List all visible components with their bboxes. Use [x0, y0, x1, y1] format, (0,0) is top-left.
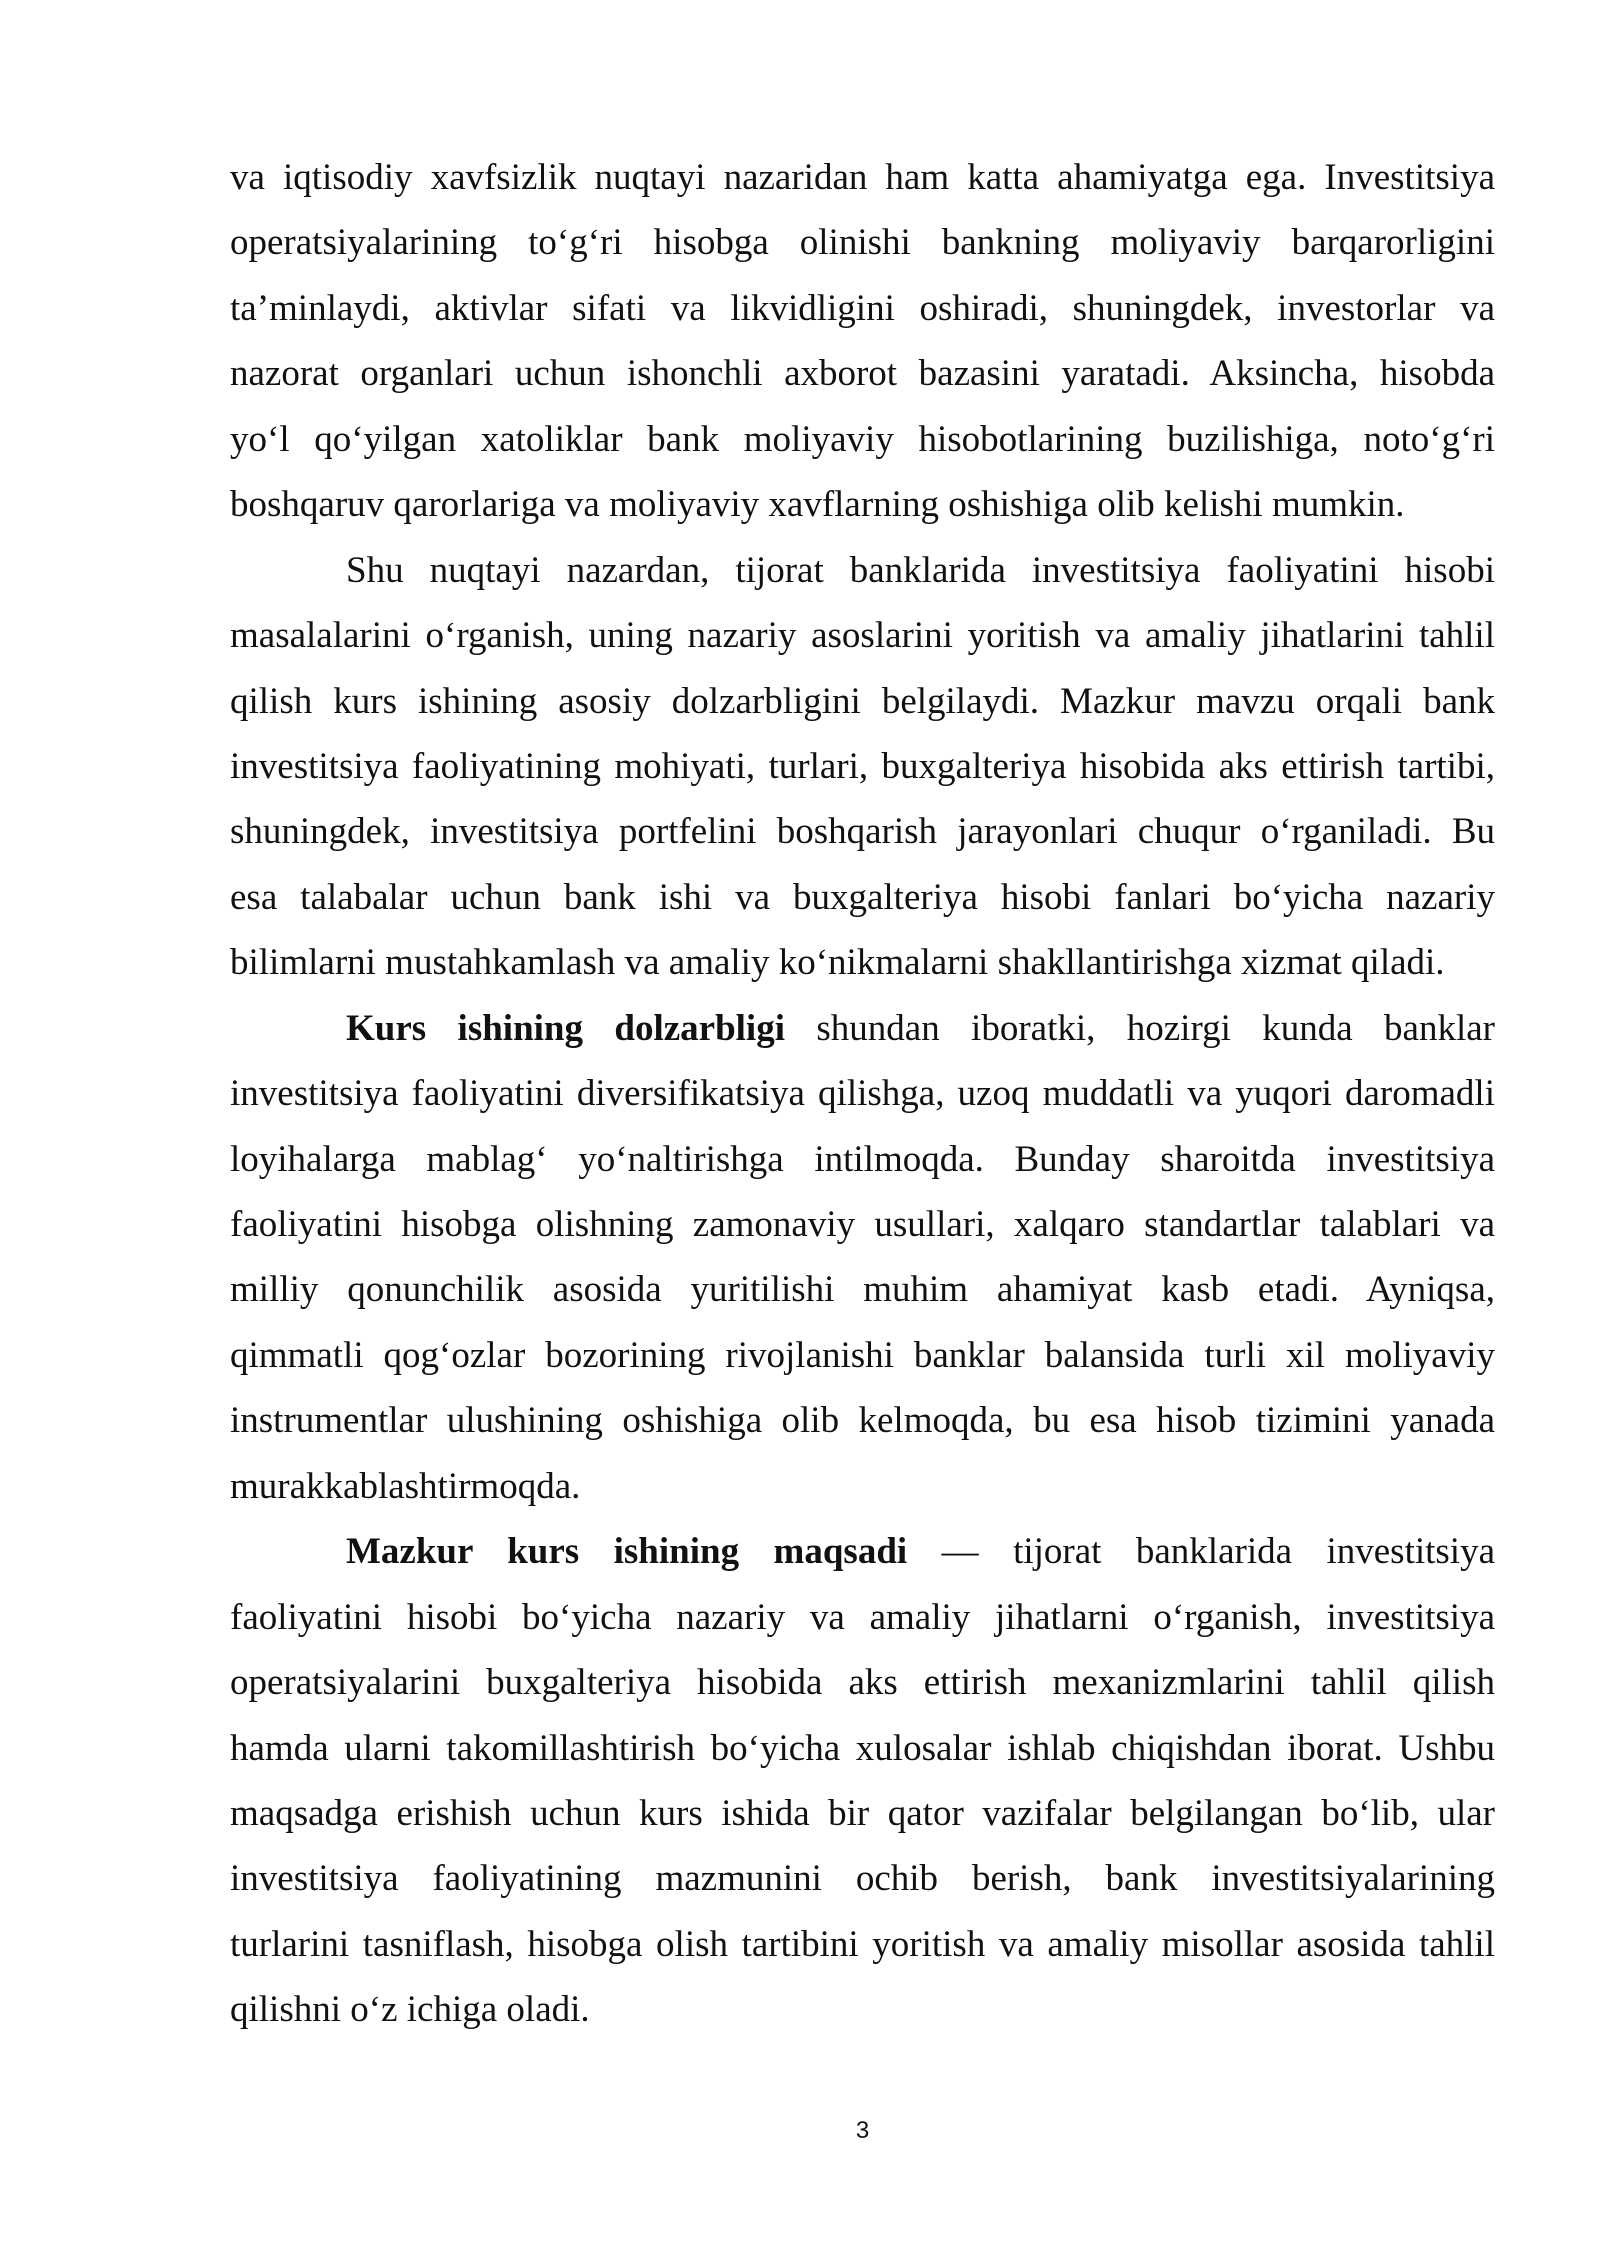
paragraph-line: [230, 1519, 1495, 1584]
paragraph-line: qilish kurs ishining asosiy dolzarbligini belgilaydi. Mazkur mavzu orqali bank: [230, 680, 1495, 722]
paragraph-line: boshqaruv qarorlariga va moliyaviy xavflarning oshishiga olib kelishi mumkin.: [230, 484, 1405, 526]
paragraph-line: operatsiyalarining to‘g‘ri hisobga olinishi bankning moliyaviy barqarorligini: [230, 222, 1495, 264]
paragraph-line: qimmatli qog‘ozlar bozorining rivojlanishi banklar balansida turli xil moliyaviy: [230, 1334, 1495, 1376]
bold-lead: Kurs ishining dolzarbligi: [346, 1007, 785, 1049]
paragraph-line: operatsiyalarini buxgalteriya hisobida aks ettirish mexanizmlarini tahlil qilish: [230, 1662, 1495, 1704]
paragraph-line: shuningdek, investitsiya portfelini boshqarish jarayonlari chuqur o‘rganiladi. Bu: [230, 811, 1495, 853]
paragraph-line: nazorat organlari uchun ishonchli axborot bazasini yaratadi. Aksincha, hisobda: [230, 353, 1495, 395]
paragraph-line: hamda ularni takomillashtirish bo‘yicha xulosalar ishlab chiqishdan iborat. Ushbu: [230, 1727, 1495, 1769]
line-text: shundan iboratki, hozirgi kunda banklar: [816, 1007, 1495, 1049]
paragraph: [230, 145, 1495, 538]
document-body: [230, 145, 1495, 2043]
paragraph-line: investitsiya faoliyatini diversifikatsiya qilishga, uzoq muddatli va yuqori daromadli: [230, 1073, 1495, 1115]
paragraph-line: masalalarini o‘rganish, uning nazariy asoslarini yoritish va amaliy jihatlarini tahlil: [230, 615, 1495, 657]
page-number: 3: [855, 2117, 870, 2144]
paragraph-line: investitsiya faoliyatining mohiyati, turlari, buxgalteriya hisobida aks ettirish tartibi,: [230, 745, 1495, 787]
paragraph-line: instrumentlar ulushining oshishiga olib kelmoqda, bu esa hisob tizimini yanada: [230, 1400, 1495, 1442]
paragraph-line: bilimlarni mustahkamlash va amaliy ko‘nikmalarni shakllantirishga xizmat qiladi.: [230, 942, 1445, 984]
paragraph-line: esa talabalar uchun bank ishi va buxgalteriya hisobi fanlari bo‘yicha nazariy: [230, 876, 1495, 918]
paragraph-line: Shu nuqtayi nazardan, tijorat banklarida investitsiya faoliyatini hisobi: [346, 549, 1495, 591]
paragraph: [230, 996, 1495, 1520]
paragraph-line: faoliyatini hisobga olishning zamonaviy usullari, xalqaro standartlar talablari va: [230, 1204, 1495, 1245]
paragraph-line: turlarini tasniflash, hisobga olish tartibini yoritish va amaliy misollar asosida tahlil: [230, 1923, 1495, 1965]
paragraph-line: maqsadga erishish uchun kurs ishida bir qator vazifalar belgilangan bo‘lib, ular: [230, 1792, 1495, 1834]
paragraph-line: faoliyatini hisobi bo‘yicha nazariy va amaliy jihatlarni o‘rganish, investitsiya: [230, 1596, 1495, 1638]
paragraph-line: loyihalarga mablag‘ yo‘naltirishga intilmoqda. Bunday sharoitda investitsiya: [230, 1138, 1495, 1180]
paragraph-line: milliy qonunchilik asosida yuritilishi muhim ahamiyat kasb etadi. Ayniqsa,: [230, 1269, 1495, 1311]
paragraph-line: investitsiya faoliyatining mazmunini ochib berish, bank investitsiyalarining: [230, 1858, 1495, 1900]
line-text: — tijorat banklarida investitsiya: [941, 1531, 1496, 1573]
paragraph-line: ta’minlaydi, aktivlar sifati va likvidligini oshiradi, shuningdek, investorlar va: [230, 287, 1495, 329]
paragraph-line: qilishni o‘z ichiga oladi.: [230, 1989, 590, 2031]
paragraph: [230, 1519, 1495, 2043]
bold-lead: Mazkur kurs ishining maqsadi: [346, 1531, 908, 1573]
paragraph-line: yo‘l qo‘yilgan xatoliklar bank moliyaviy hisobotlarining buzilishiga, noto‘g‘ri: [230, 418, 1495, 460]
paragraph-line: murakkablashtirmoqda.: [230, 1465, 581, 1507]
paragraph: [230, 538, 1495, 996]
paragraph-line: [230, 996, 1495, 1061]
paragraph-line: va iqtisodiy xavfsizlik nuqtayi nazaridan ham katta ahamiyatga ega. Investitsiya: [230, 157, 1495, 198]
